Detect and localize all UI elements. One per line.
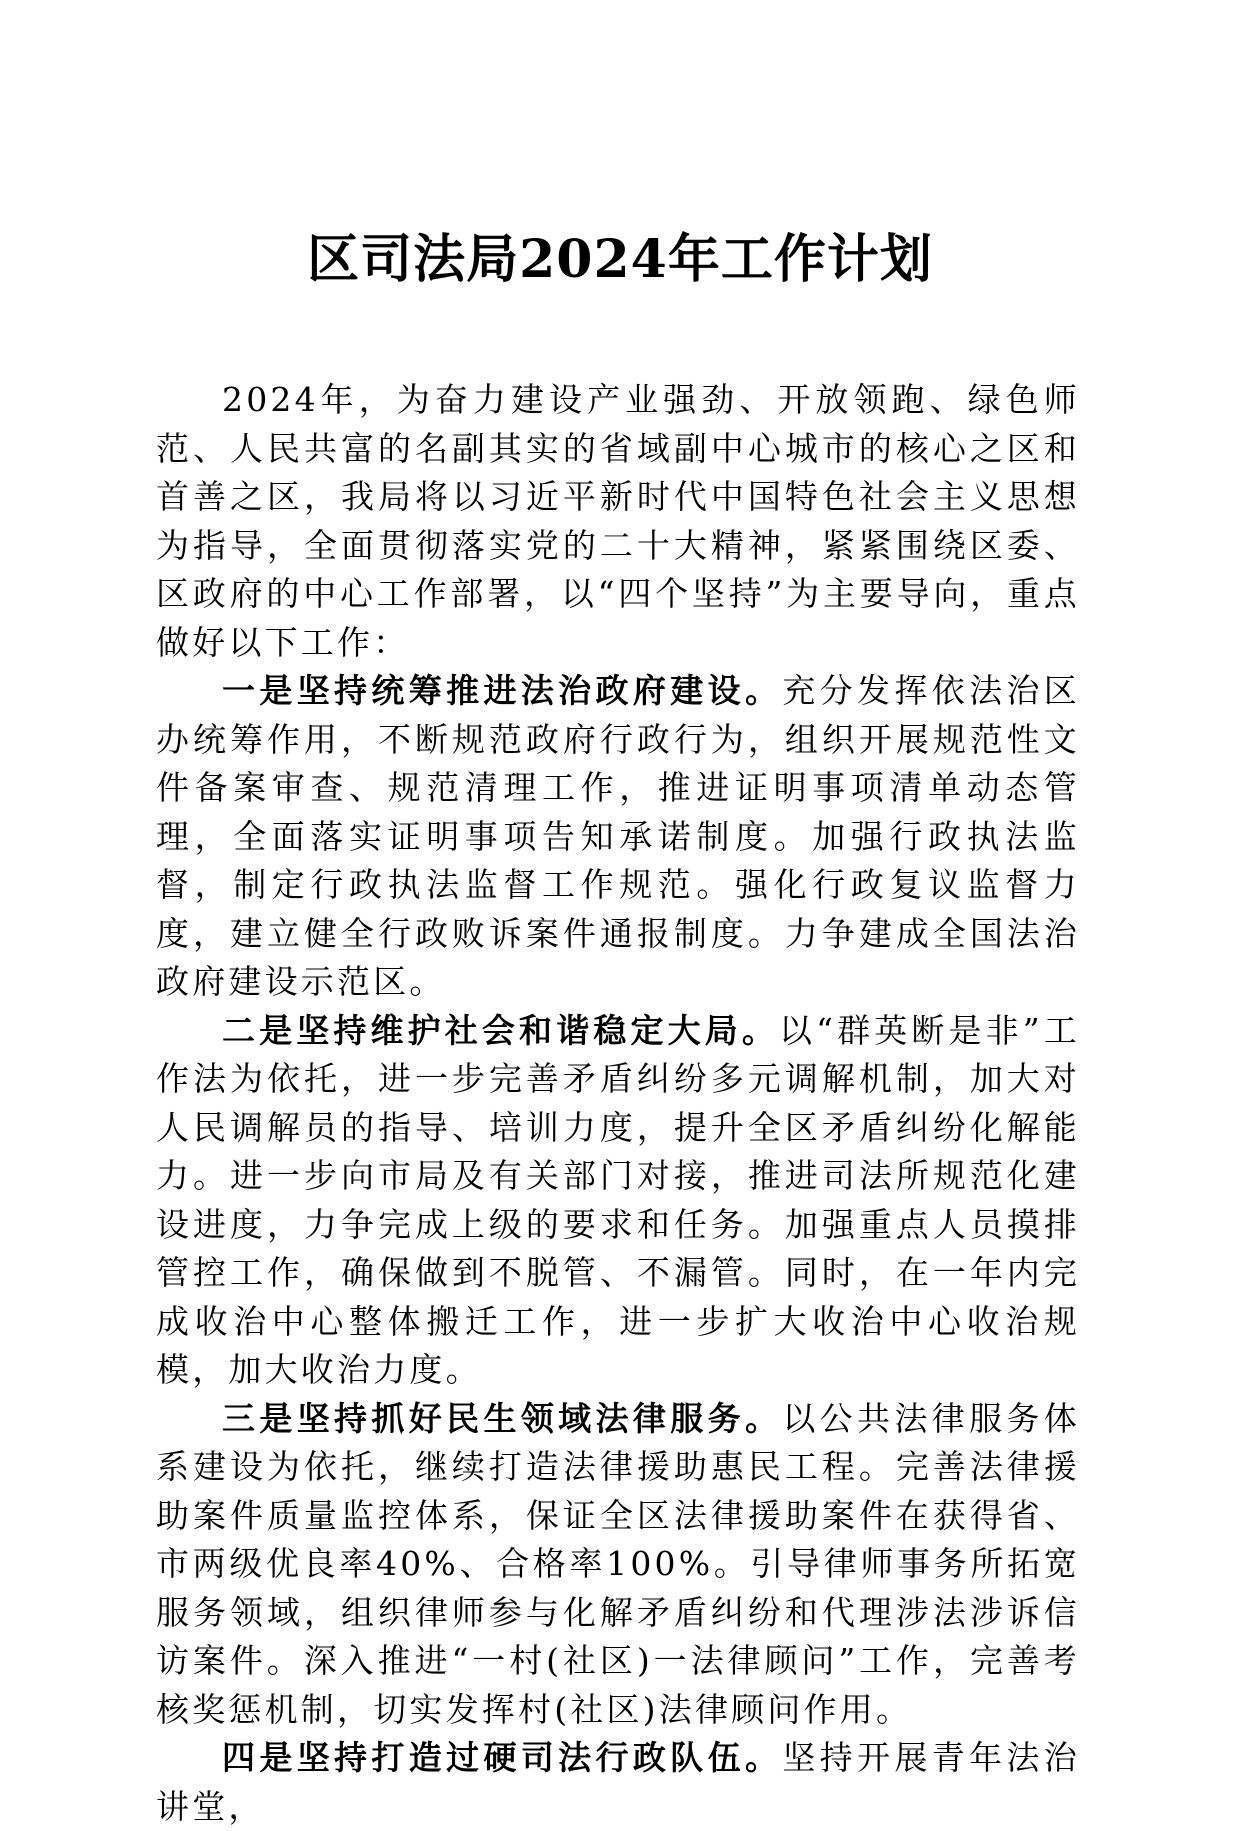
section-3-text: 以公共法律服务体系建设为依托，继续打造法律援助惠民工程。完善法律援助案件质量监控体系，保证全区法律援助案件在获得省、市两级优良率40%、合格率100%。引导律师事务所拓宽服务领域，组织律师参与化解矛盾纠纷和代理涉法涉诉信访案件。深入推进“一村(社区)一法律顾问”工作，完善考核奖惩机制，切实发挥村(社区)法律顾问作用。 [156, 1398, 1080, 1729]
section-1-text: 充分发挥依法治区办统筹作用，不断规范政府行政行为，组织开展规范性文件备案审查、规范清理工作，推进证明事项清单动态管理，全面落实证明事项告知承诺制度。加强行政执法监督，制定行政执法监督工作规范。强化行政复议监督力度，建立健全行政败诉案件通报制度。力争建成全国法治政府建设示范区。 [156, 671, 1080, 1001]
section-paragraph-4 [156, 1734, 1080, 1831]
section-4-text: 坚持开展青年法治讲堂， [156, 1738, 1080, 1826]
document-body [156, 376, 1080, 1831]
section-paragraph-3 [156, 1395, 1080, 1735]
section-paragraph-2 [156, 1007, 1080, 1395]
page-title: 区司法局2024年工作计划 [307, 229, 933, 290]
section-4-heading: 四是坚持打造过硬司法行政队伍。 [222, 1738, 783, 1777]
section-2-heading: 二是坚持维护社会和谐稳定大局。 [222, 1010, 779, 1050]
section-1-heading: 一是坚持统筹推进法治政府建设。 [222, 671, 783, 710]
section-3-heading: 三是坚持抓好民生领域法律服务。 [222, 1398, 783, 1438]
section-paragraph-1 [156, 667, 1080, 1007]
section-2-text: 以“群英断是非”工作法为依托，进一步完善矛盾纠纷多元调解机制，加大对人民调解员的指导、培训力度，提升全区矛盾纠纷化解能力。进一步向市局及有关部门对接，推进司法所规范化建设进度，力争完成上级的要求和任务。加强重点人员摸排管控工作，确保做到不脱管、不漏管。同时，在一年内完成收治中心整体搬迁工作，进一步扩大收治中心收治规模，加大收治力度。 [156, 1010, 1081, 1389]
intro-paragraph: 2024年，为奋力建设产业强劲、开放领跑、绿色师范、人民共富的名副其实的省域副中心城市的核心之区和首善之区，我局将以习近平新时代中国特色社会主义思想为指导，全面贯彻落实党的二十大精神，紧紧围绕区委、区政府的中心工作部署，以“四个坚持”为主要导向，重点做好以下工作： [156, 380, 1080, 662]
